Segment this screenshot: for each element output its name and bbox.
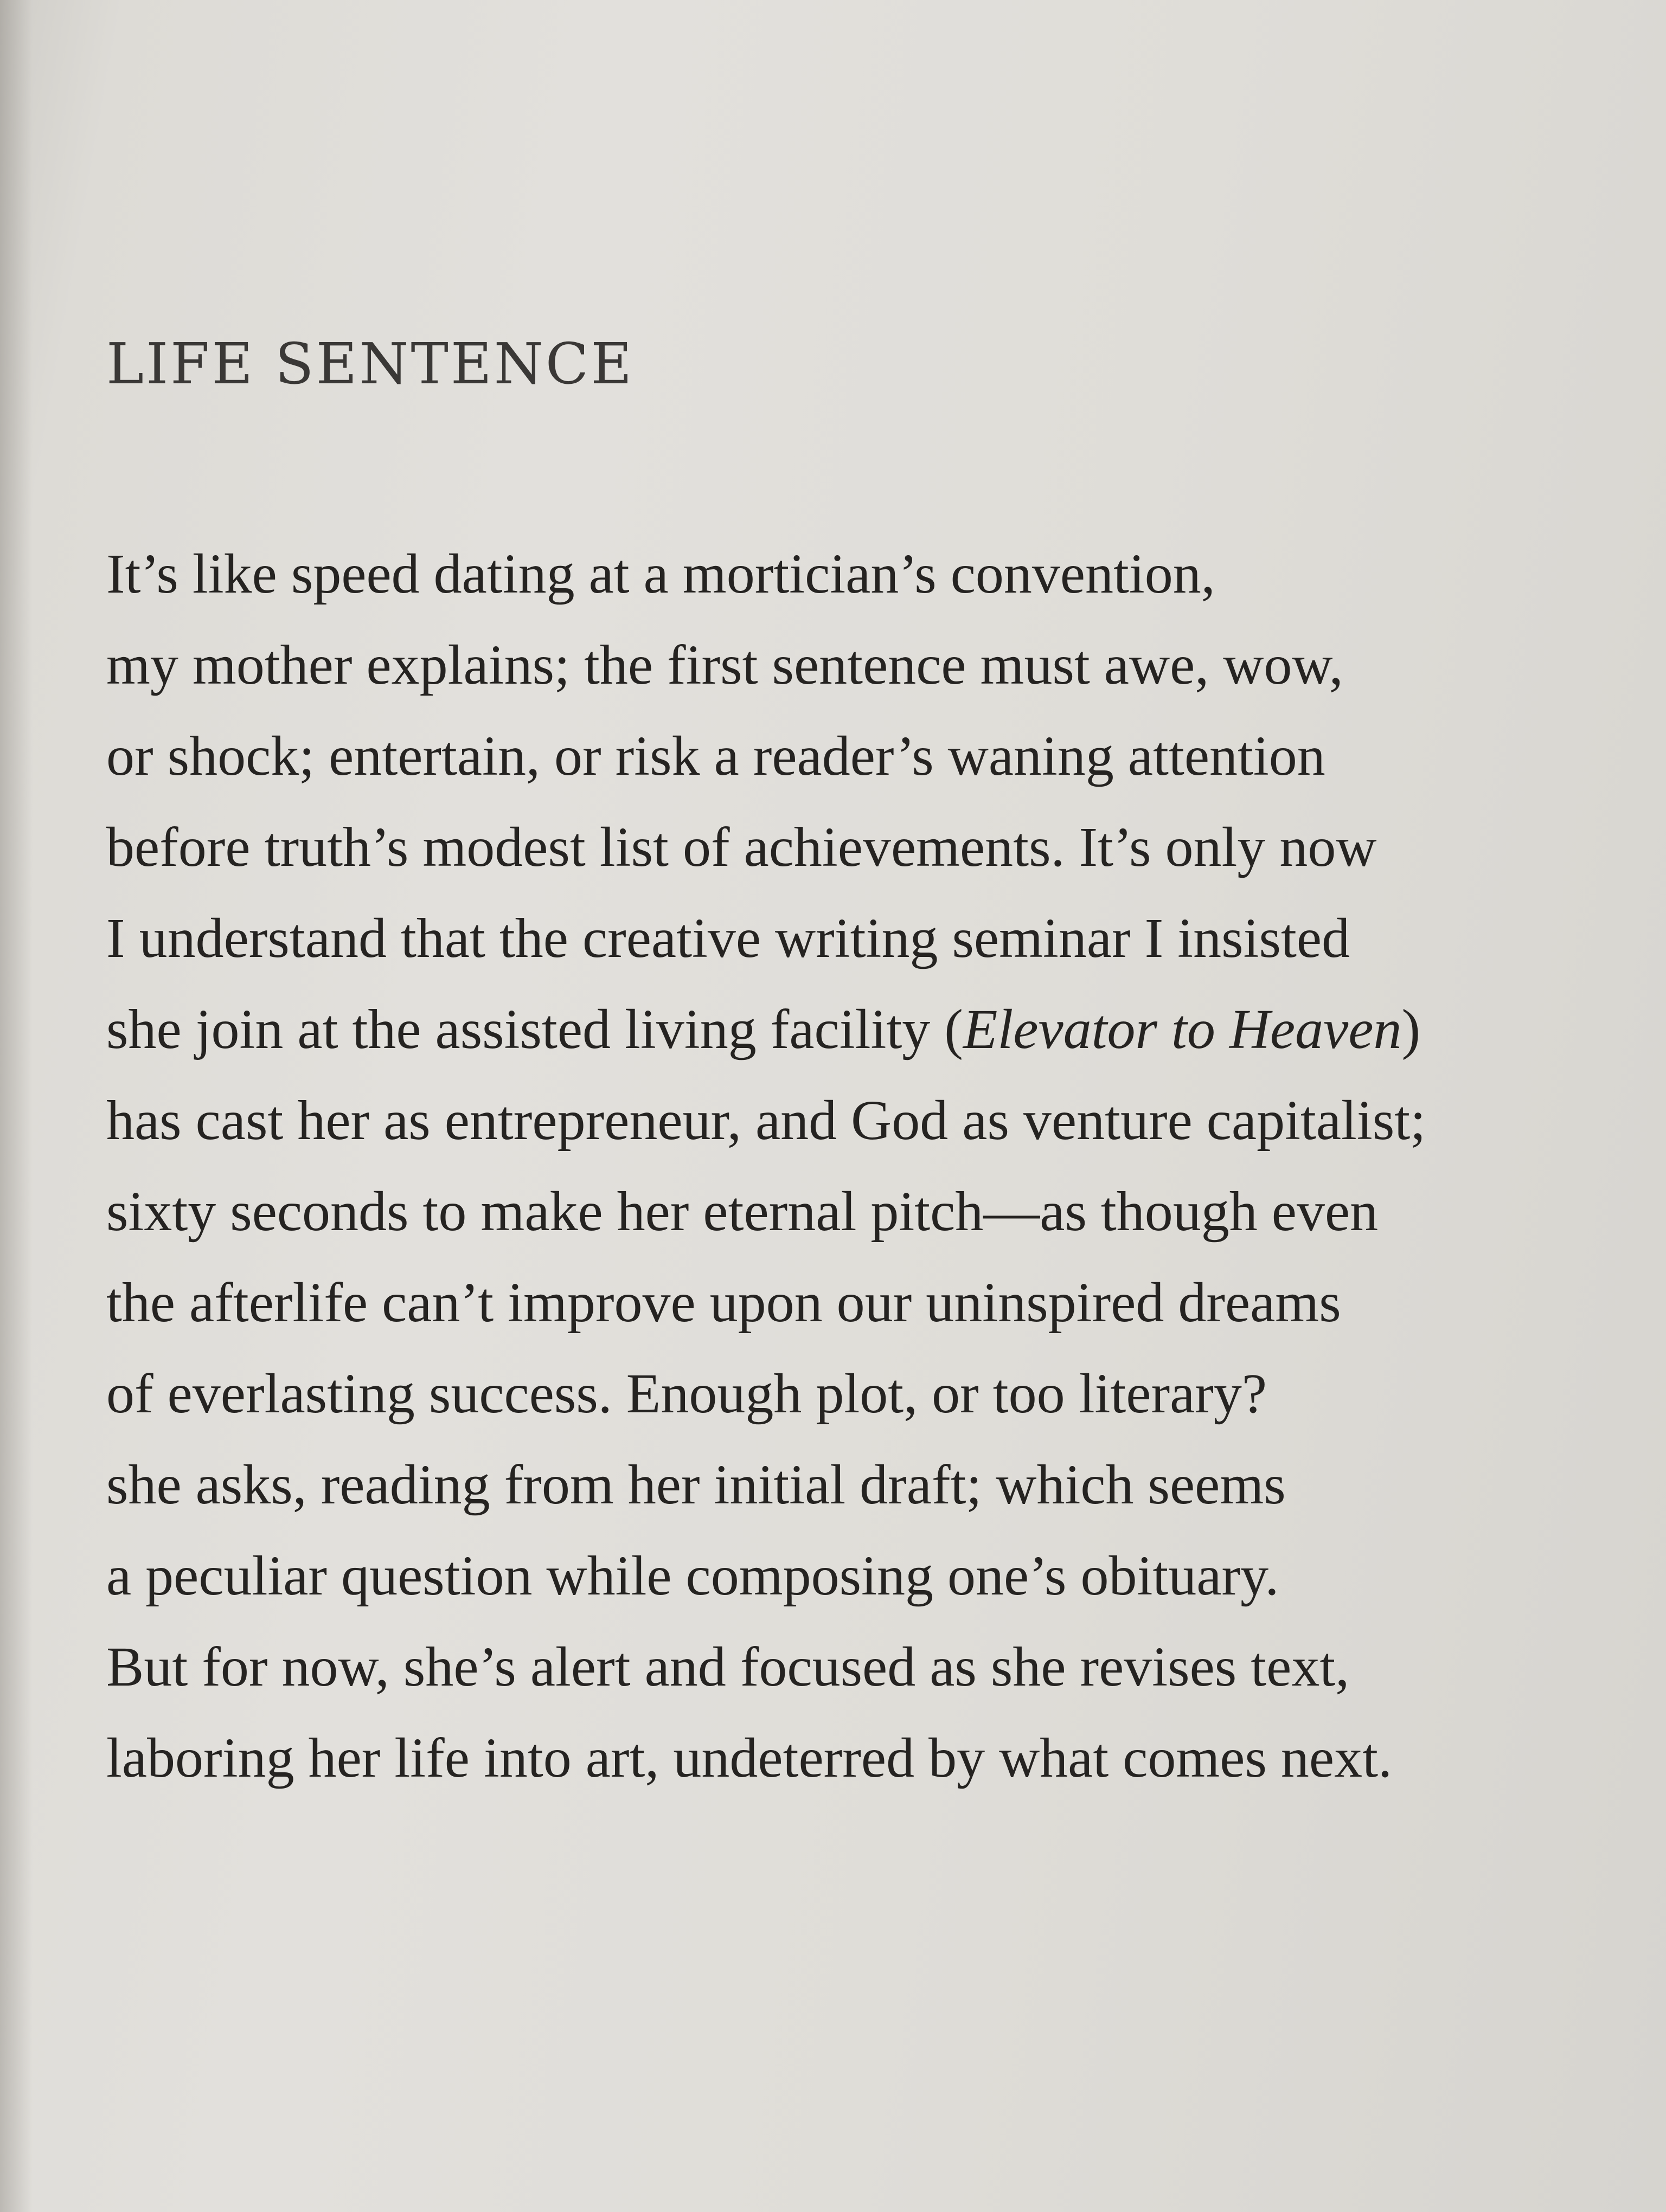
poem-line-6-start: she join at the assisted living facility (: [106, 998, 963, 1060]
poem-line-6-end: ): [1401, 998, 1421, 1060]
poem-line-7: has cast her as entrepreneur, and God as venture capitalist;: [106, 1089, 1426, 1152]
poem-line-2: my mother explains; the first sentence must awe, wow,: [106, 634, 1343, 696]
poem-line-11: she asks, reading from her initial draft; which seems: [106, 1454, 1286, 1516]
poem-line-6: [106, 984, 1598, 1075]
poem-line-4: before truth’s modest list of achievements. It’s only now: [106, 816, 1377, 878]
poem-line-12: a peculiar question while composing one’s obituary.: [106, 1545, 1279, 1607]
poem-line-13: But for now, she’s alert and focused as she revises text,: [106, 1636, 1350, 1698]
page-gutter-shadow: [0, 0, 33, 2212]
poem-line-10: of everlasting success. Enough plot, or too literary?: [106, 1362, 1267, 1425]
poem-line-5: I understand that the creative writing seminar I insisted: [106, 907, 1350, 969]
poem-line-3: or shock; entertain, or risk a reader’s waning attention: [106, 725, 1325, 787]
poem-line-14: laboring her life into art, undeterred by what comes next.: [106, 1727, 1392, 1789]
poem-body: [106, 529, 1598, 1804]
poem-line-9: the afterlife can’t improve upon our uninspired dreams: [106, 1271, 1341, 1334]
book-title-italic: Elevator to Heaven: [963, 998, 1402, 1060]
poem-title: LIFE SENTENCE: [106, 331, 635, 397]
poem-line-1: It’s like speed dating at a mortician’s convention,: [106, 543, 1215, 605]
poem-line-8: sixty seconds to make her eternal pitch—as though even: [106, 1180, 1379, 1243]
